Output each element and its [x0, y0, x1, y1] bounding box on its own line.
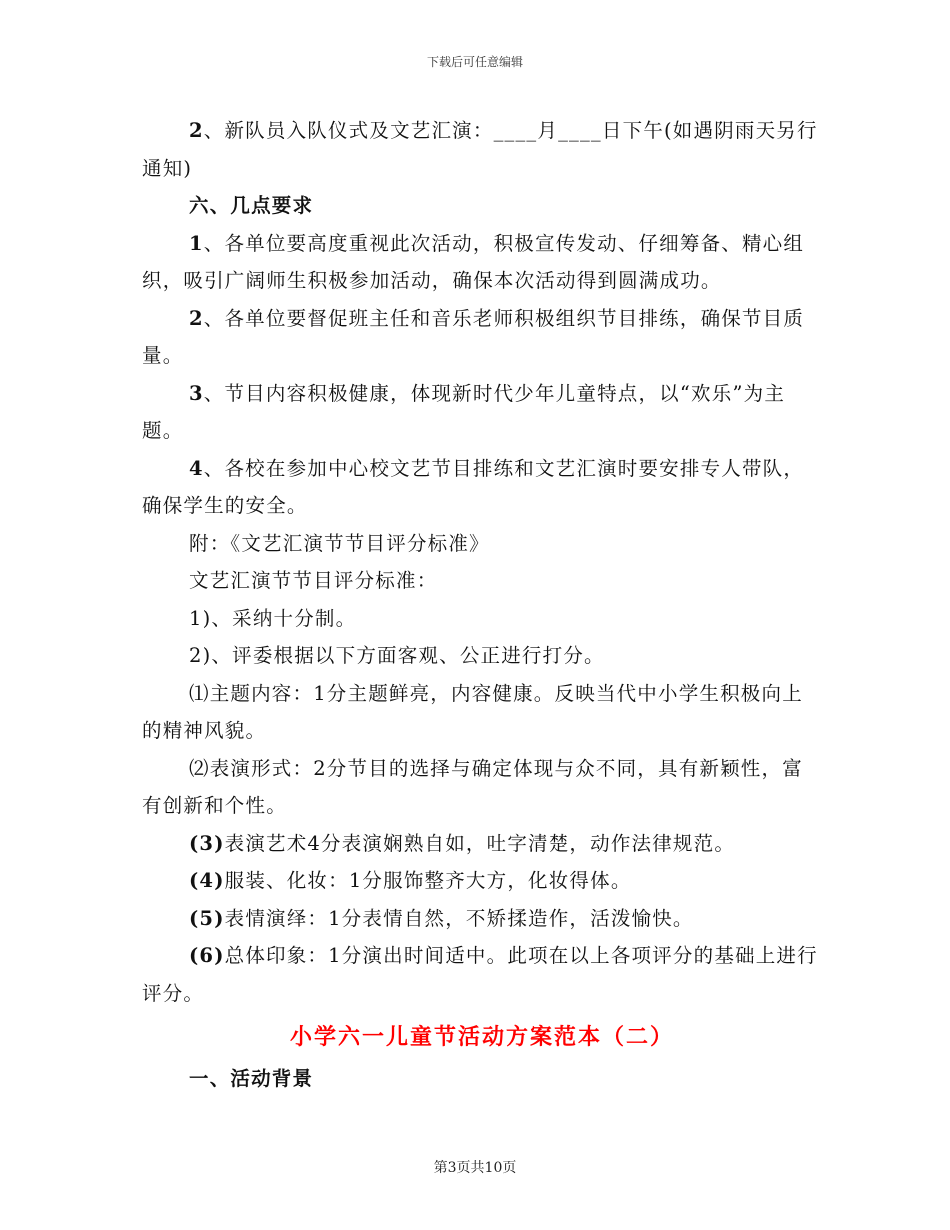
requirement-item	[142, 225, 822, 300]
requirement-item	[142, 375, 822, 450]
criterion-item: ⑵表演形式：2分节目的选择与确定体现与众不同，具有新颖性，富有创新和个性。	[142, 756, 803, 817]
item-number: 1	[189, 231, 204, 255]
item-number: 4	[189, 456, 204, 480]
paragraph-text: 表情演绎：1分表情自然，不矫揉造作，活泼愉快。	[224, 906, 694, 930]
paragraph-text: 、各单位要督促班主任和音乐老师积极组织节目排练，确保节目质量。	[142, 306, 805, 367]
standard-title: 文艺汇演节节目评分标准：	[189, 569, 438, 592]
document-title: 小学六一儿童节活动方案范本（二）	[289, 1024, 674, 1050]
item-number: (3)	[189, 831, 225, 855]
paragraph-text: 、新队员入队仪式及文艺汇演：____月____日下午(如遇阴雨天另行通知)	[142, 119, 818, 180]
criterion-item	[142, 862, 822, 900]
criterion-item	[142, 937, 822, 1012]
item-number: 2	[189, 119, 204, 142]
document-body	[142, 112, 822, 1098]
item-number: (5)	[189, 906, 225, 930]
paragraph-text: 服装、化妆：1分服饰整齐大方，化妆得体。	[224, 869, 632, 892]
paragraph-text: 总体印象：1分演出时间适中。此项在以上各项评分的基础上进行评分。	[142, 944, 818, 1005]
attachment-line: 附：《文艺汇演节节目评分标准》	[189, 531, 490, 555]
rule-item: 1)、采纳十分制。	[189, 606, 357, 630]
paragraph-text: 、节目内容积极健康，体现新时代少年儿童特点，以“欢乐”为主题。	[142, 381, 786, 442]
section-heading-requirements: 六、几点要求	[189, 194, 314, 217]
header-note: 下载后可任意编辑	[426, 55, 523, 69]
paragraph-text: 表演艺术4分表演娴熟自如，吐字清楚，动作法律规范。	[224, 831, 736, 855]
item-number: 3	[189, 381, 204, 405]
paragraph-text: 、各单位要高度重视此次活动，积极宣传发动、仔细筹备、精心组织，吸引广阔师生积极参加活动，确保本次活动得到圆满成功。	[142, 231, 805, 292]
requirement-item	[142, 300, 822, 375]
requirement-item	[142, 450, 822, 525]
paragraph-text: 、各校在参加中心校文艺节目排练和文艺汇演时要安排专人带队，确保学生的安全。	[142, 456, 805, 517]
criterion-item	[142, 825, 822, 863]
page-number: 第3页共10页	[433, 1160, 517, 1176]
item-number: 2	[189, 306, 204, 330]
section-heading-background: 一、活动背景	[189, 1067, 314, 1090]
item-number: (4)	[189, 869, 225, 892]
criterion-item	[142, 900, 822, 938]
item-number: (6)	[189, 944, 225, 967]
paragraph-schedule	[142, 112, 822, 187]
rule-item: 2)、评委根据以下方面客观、公正进行打分。	[189, 644, 605, 667]
criterion-item: ⑴主题内容：1分主题鲜亮，内容健康。反映当代中小学生积极向上的精神风貌。	[142, 681, 803, 742]
